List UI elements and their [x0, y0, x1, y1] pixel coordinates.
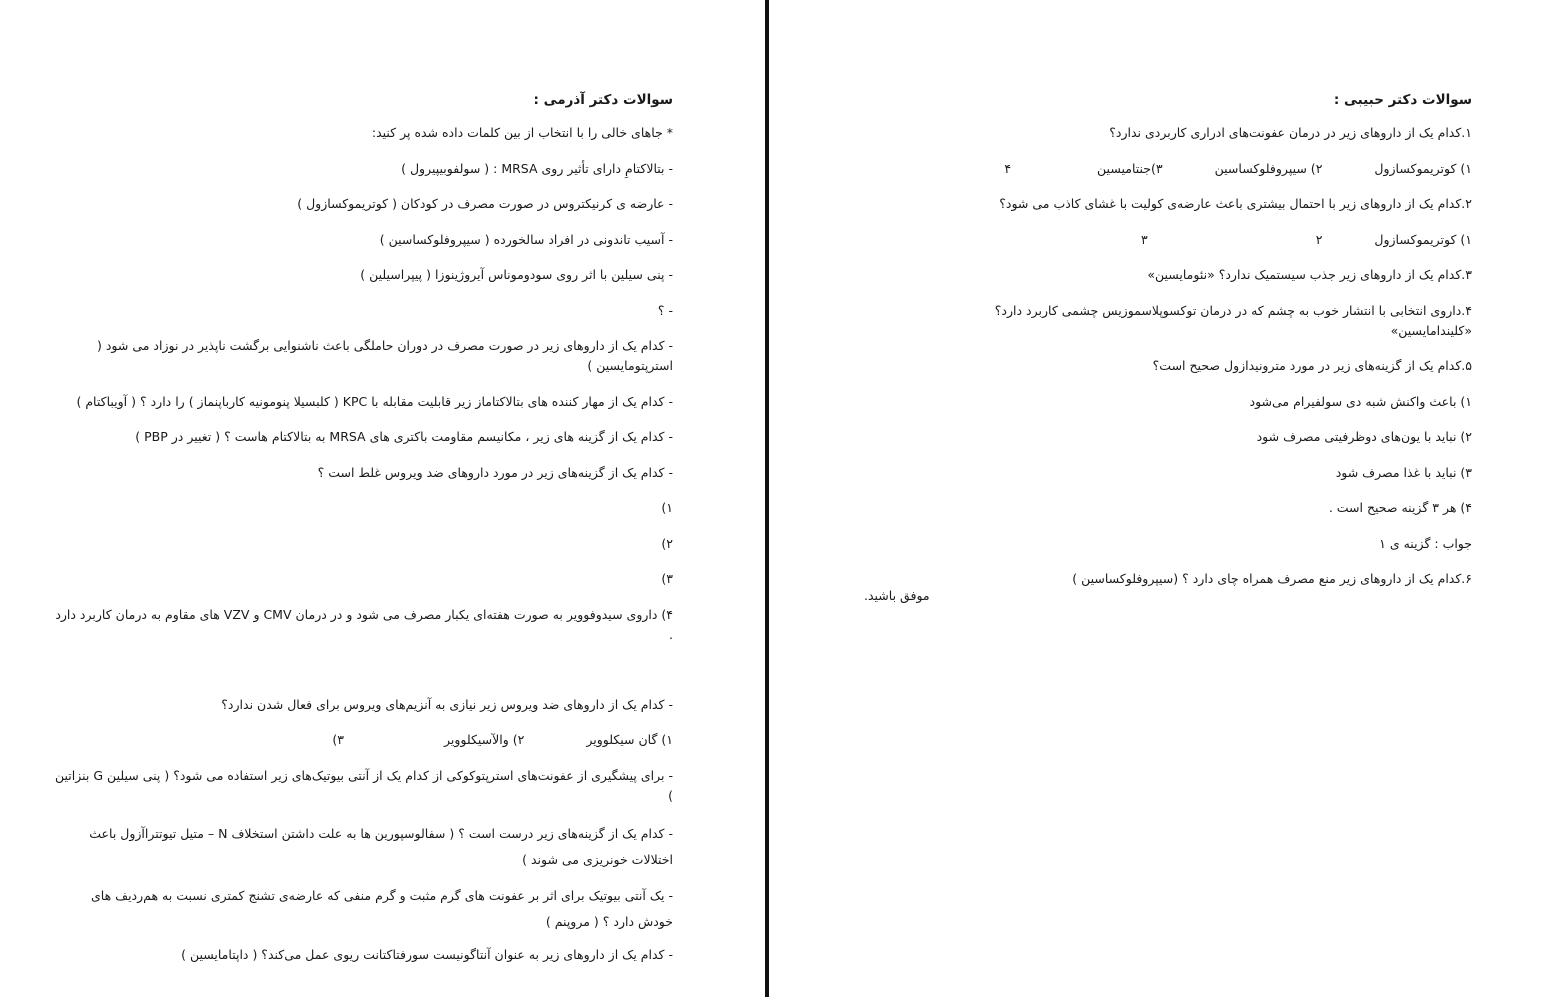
answer-option: ۴) هر ۳ گزینه صحیح است . [1328, 500, 1472, 515]
page-divider [765, 0, 769, 997]
answer-option: ۲) والآسیکلوویر [443, 732, 525, 747]
question-2: ۲.کدام یک از داروهای زیر با احتمال بیشتری باعث عارضه‌ی کولیت با غشای کاذب می شود؟ [999, 196, 1472, 211]
question-1: ۱.کدام یک از داروهای زیر در درمان عفونت‌های ادراری کاربردی ندارد؟ [1109, 125, 1472, 140]
left-page [0, 0, 766, 997]
question-item: - کدام یک از گزینه های زیر ، مکانیسم مقاومت باکتری های MRSA به بتالاکتام هاست ؟ ( تغییر در PBP ) [135, 429, 673, 444]
answer-option: ۳) نباید با غذا مصرف شود [1335, 464, 1472, 480]
answer-option: ۴) داروی سیدوفوویر به صورت هفته‌ای یکبار مصرف می شود و در درمان CMV و VZV های مقاوم به درمان کاربرد دارد . [55, 606, 673, 642]
answer-options-row [53, 730, 673, 750]
closing-note: موفق باشید. [864, 588, 930, 603]
question-item: - کدام یک از داروهای ضد ویروس زیر نیازی به آنزیم‌های ویروس برای فعال شدن ندارد؟ [221, 696, 673, 712]
question-item: - کدام یک از داروهای زیر به عنوان آنتاگونیست سورفتاکتانت ریوی عمل می‌کند؟ ( داپتامایسین ) [181, 947, 673, 962]
answer-option: ۱) کوتریموکسازول [1374, 231, 1472, 247]
answer-option: ۳ [1140, 231, 1148, 247]
question-item: - کدام یک از گزینه‌های زیر در مورد داروهای ضد ویروس غلط است ؟ [317, 464, 673, 480]
question-item: - بتالاکتامِ دارای تأثیر روی MRSA : ( سولفوبیپیرول ) [401, 160, 673, 176]
question-item: - پنی سیلین با اثر روی سودوموناس آیروژینوزا ( پیپراسیلین ) [360, 267, 673, 282]
page-heading-azarmi: سوالات دکتر آذرمی : [533, 92, 673, 108]
answer-option: ۲ [1315, 231, 1323, 247]
answer-key: جواب : گزینه ی ۱ [1379, 535, 1472, 551]
answer-option: ۱) کوتریموکسازول [1374, 160, 1472, 176]
question-6: ۶.کدام یک از داروهای زیر منع مصرف همراه چای دارد ؟ (سیپروفلوکساسین ) [1072, 571, 1472, 586]
answer-options-row [912, 230, 1472, 250]
question-item: - عارضه ی کرنیکتروس در صورت مصرف در کودکان ( کوتریموکسازول ) [297, 196, 673, 211]
answer-option: ۱) باعث واکنش شبه دی سولفیرام می‌شود [1249, 393, 1472, 409]
fill-blank-instruction: * جاهای خالی را با انتخاب از بین کلمات داده شده پر کنید: [371, 125, 673, 140]
answer-option: ۳) [661, 571, 673, 586]
right-page [770, 0, 1542, 997]
answer-option: ۳)جنتامیسین [1097, 160, 1163, 176]
answer-option: ۳) [332, 732, 344, 747]
answer-option: ۴ [1004, 160, 1012, 176]
question-item: - آسیب تاندونی در افراد سالخورده ( سیپروفلوکساسین ) [379, 231, 673, 247]
question-item: - ؟ [657, 302, 673, 318]
answer-options-row [912, 159, 1472, 179]
question-3: ۳.کدام یک از داروهای زیر جذب سیستمیک ندارد؟ «نئومایسین» [1147, 267, 1472, 282]
answer-option: ۱) [661, 500, 673, 515]
left-page-content [53, 88, 673, 981]
right-page-content [912, 88, 1472, 605]
page-heading-habibi: سوالات دکتر حبیبی : [1333, 92, 1472, 108]
question-item: - کدام یک از مهار کننده های بتالاکتاماز زیر قابلیت مقابله با KPC ( کلبسیلا پنومونیه کارباپنماز ) را دارد ؟ ( آویباکتام ) [76, 393, 673, 409]
question-item: - یک آنتی بیوتیک برای اثر بر عفونت های گرم مثبت و گرم منفی که عارضه‌ی تشنج کمتری نسبت به هم‌ردیف های خودش دارد ؟ ( مروپنم ) [90, 888, 673, 929]
question-item: - کدام یک از گزینه‌های زیر درست است ؟ ( سفالوسپورین ها به علت داشتن استخلاف N – متیل تیوتترا‌آزول باعث اختلالات خونریزی می شوند ) [89, 826, 673, 867]
question-item: - برای پیشگیری از عفونت‌های استرپتوکوکی از کدام یک از آنتی بیوتیک‌های زیر استفاده می شود؟ ( پنی سیلین G بنزاتین ) [55, 767, 673, 803]
question-5: ۵.کدام یک از گزینه‌های زیر در مورد مترونیدازول صحیح است؟ [1152, 358, 1472, 373]
answer-option: ۱) گان سیکلوویر [586, 732, 673, 747]
answer-option: ۲) [661, 535, 673, 551]
answer-option: ۲) سیپروفلوکساسین [1214, 160, 1323, 176]
question-item: - کدام یک از داروهای زیر در صورت مصرف در دوران حاملگی باعث ناشنوایی برگشت ناپذیر در نوزاد می شود ( استرپتومایسین ) [97, 338, 673, 373]
answer-option: ۲) نباید با یون‌های دوظرفیتی مصرف شود [1256, 429, 1472, 444]
question-4: ۴.داروی انتخابی با انتشار خوب به چشم که در درمان توکسوپلاسموزیس چشمی کاربرد دارد؟ «کلیندامایسین» [994, 302, 1472, 338]
